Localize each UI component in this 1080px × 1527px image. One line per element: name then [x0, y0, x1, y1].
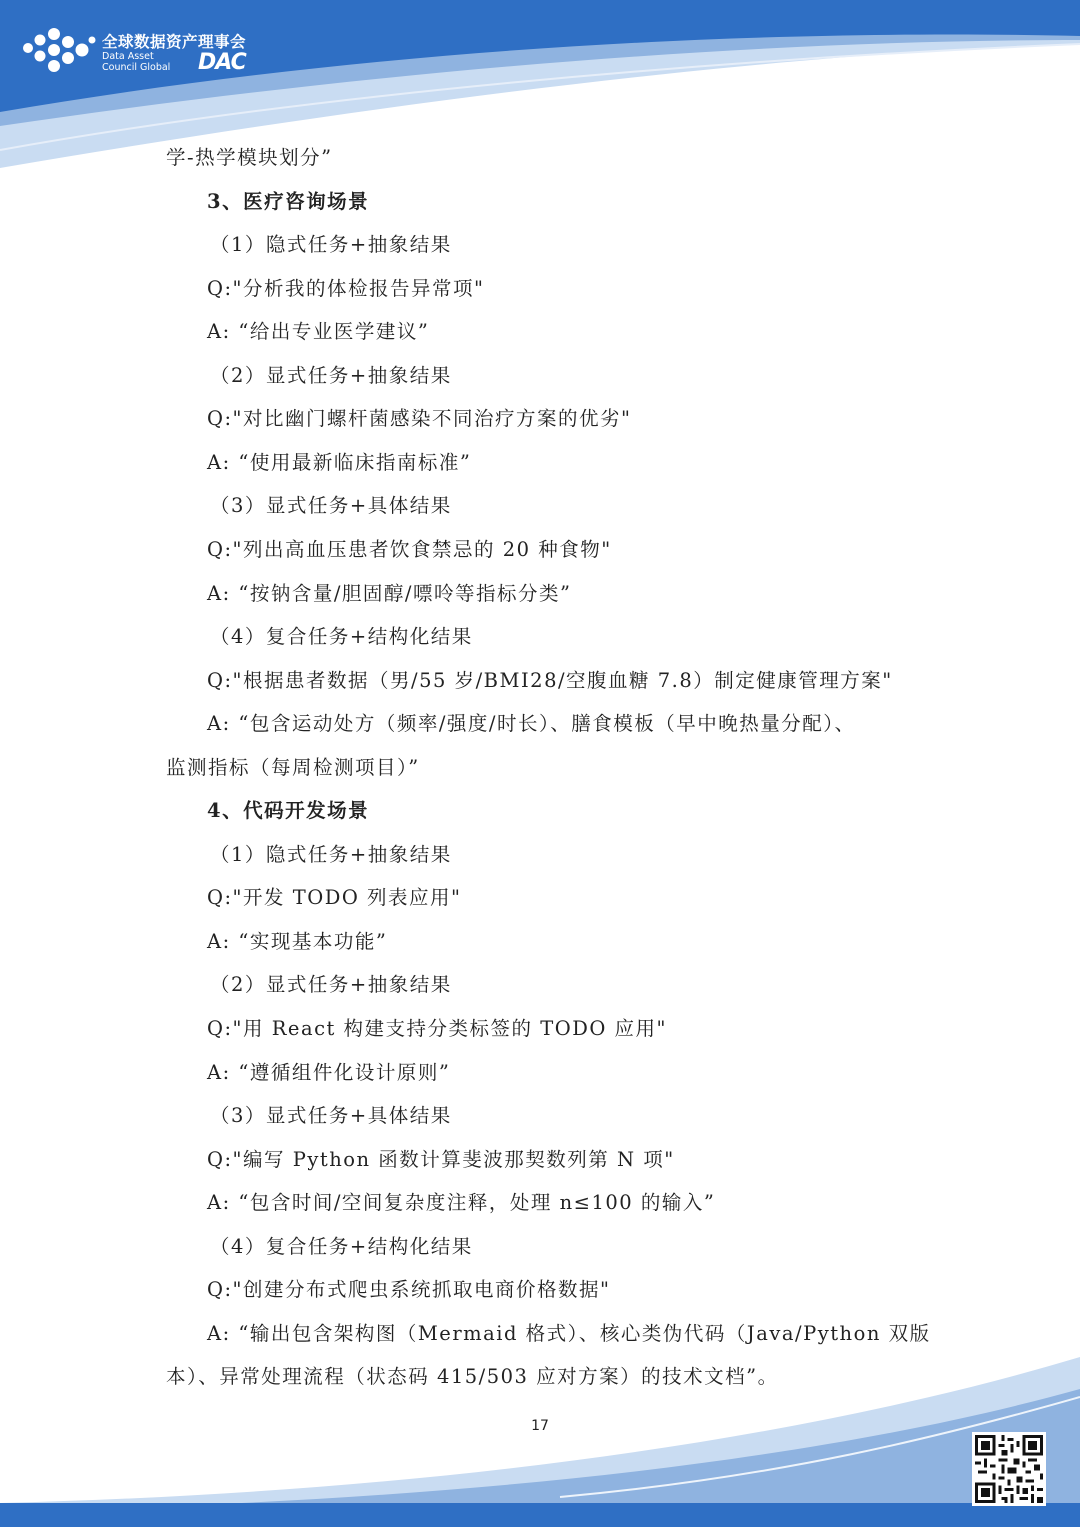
text-line: （3）显式任务+具体结果: [210, 494, 452, 518]
text-line: 学-热学模块划分”: [166, 146, 333, 169]
text-line: Q:"创建分布式爬虫系统抓取电商价格数据": [207, 1278, 611, 1302]
text-line: A: “输出包含架构图（Mermaid 格式）、核心类伪代码（Java/Python 双版: [207, 1321, 931, 1345]
text-line: 监测指标（每周检测项目）”: [166, 755, 420, 779]
text-line: Q:"对比幽门螺杆菌感染不同治疗方案的优劣": [207, 407, 632, 431]
text-line: 本）、异常处理流程（状态码 415/503 应对方案）的技术文档”。: [166, 1365, 779, 1389]
text-line: Q:"根据患者数据（男/55 岁/BMI28/空腹血糖 7.8）制定健康管理方案": [207, 668, 893, 692]
page-number: 17: [531, 1418, 549, 1434]
text-line: （4）复合任务+结构化结果: [210, 625, 473, 649]
dac-logo: [22, 26, 272, 82]
text-line: Q:"列出高血压患者饮食禁忌的 20 种食物": [207, 537, 612, 561]
logo-abbreviation: DAC: [198, 50, 246, 75]
text-line: Q:"分析我的体检报告异常项": [207, 276, 485, 300]
logo-english-line1: Data Asset: [102, 51, 154, 62]
logo-english-name: [102, 51, 170, 73]
section-heading: 4、代码开发场景: [207, 799, 370, 823]
logo-chinese-name: 全球数据资产理事会: [102, 33, 247, 51]
text-line: （4）复合任务+结构化结果: [210, 1234, 473, 1258]
text-line: A: “包含运动处方（频率/强度/时长）、膳食模板（早中晚热量分配）、: [207, 712, 856, 736]
text-line: （3）显式任务+具体结果: [210, 1104, 452, 1128]
text-line: A: “给出专业医学建议”: [207, 320, 430, 344]
text-line: A: “按钠含量/胆固醇/嘌呤等指标分类”: [207, 581, 572, 605]
text-line: （1）隐式任务+抽象结果: [210, 842, 452, 866]
text-line: Q:"开发 TODO 列表应用": [207, 886, 462, 910]
text-line: Q:"编写 Python 函数计算斐波那契数列第 N 项": [207, 1147, 675, 1171]
text-line: A: “包含时间/空间复杂度注释，处理 n≤100 的输入”: [207, 1191, 716, 1215]
qr-code-icon: [972, 1432, 1046, 1506]
section-heading: 3、医疗咨询场景: [207, 189, 370, 213]
text-line: A: “实现基本功能”: [207, 929, 388, 953]
text-line: （1）隐式任务+抽象结果: [210, 233, 452, 257]
text-line: A: “使用最新临床指南标准”: [207, 450, 472, 474]
text-line: （2）显式任务+抽象结果: [210, 973, 452, 997]
logo-english-line2: Council Global: [102, 62, 171, 73]
text-line: Q:"用 React 构建支持分类标签的 TODO 应用": [207, 1017, 668, 1040]
text-line: （2）显式任务+抽象结果: [210, 363, 452, 387]
text-line: A: “遵循组件化设计原则”: [207, 1060, 451, 1084]
logo-dots-icon: [22, 26, 98, 76]
